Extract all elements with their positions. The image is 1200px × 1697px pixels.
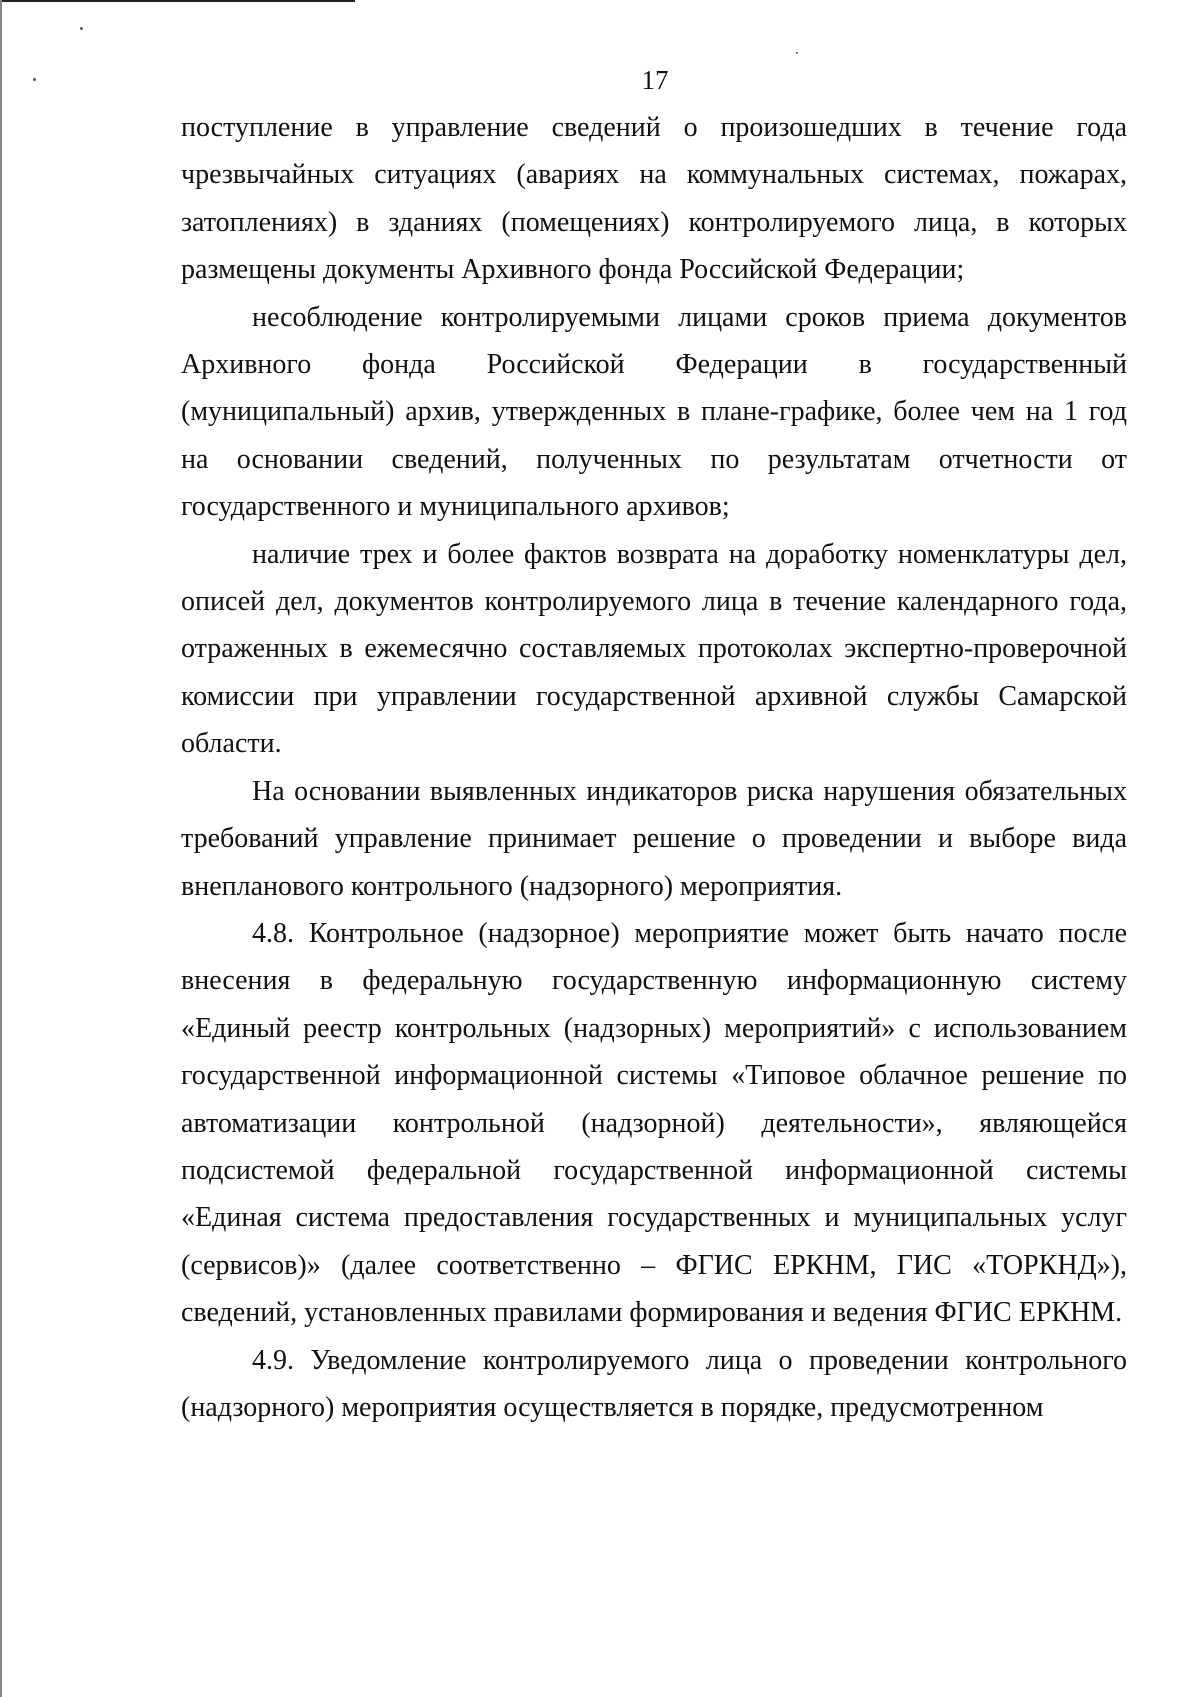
- paragraph: несоблюдение контролируемыми лицами сроков приема документов Архивного фонда Российской Федерации в государственный (муниципальный) архив, утвержденных в плане-графике, более чем на 1 год на основании сведений, полученных по результатам отчетности от государственного и муниципального архивов;: [181, 301, 1127, 523]
- document-body: [181, 104, 1127, 1431]
- paragraph-section-4-8: 4.8. Контрольное (надзорное) мероприятие может быть начато после внесения в федеральную государственную информационную систему «Единый реестр контрольных (надзорных) мероприятий» с использованием государственной информационной системы «Типовое облачное решение по автоматизации контрольной (надзорной) деятельности», являющейся подсистемой федеральной государственной информационной системы «Единая система предоставления государственных и муниципальных услуг (сервисов)» (далее соответственно – ФГИС ЕРКНМ, ГИС «ТОРКНД»), сведений, установленных правилами формирования и ведения ФГИС ЕРКНМ.: [181, 917, 1127, 1329]
- paragraph: наличие трех и более фактов возврата на доработку номенклатуры дел, описей дел, документов контролируемого лица в течение календарного года, отраженных в ежемесячно составляемых протоколах экспертно-проверочной комиссии при управлении государственной архивной службы Самарской области.: [181, 538, 1127, 760]
- paragraph-continuation: поступление в управление сведений о произошедших в течение года чрезвычайных ситуациях (авариях на коммунальных системах, пожарах, затоплениях) в зданиях (помещениях) контролируемого лица, в которых размещены документы Архивного фонда Российской Федерации;: [181, 112, 1127, 286]
- scan-top-border: [0, 0, 355, 2]
- scan-speck: [796, 52, 798, 54]
- paragraph: На основании выявленных индикаторов риска нарушения обязательных требований управление принимает решение о проведении и выборе вида внепланового контрольного (надзорного) мероприятия.: [181, 775, 1127, 902]
- scan-speck: [80, 27, 83, 30]
- page-number: 17: [641, 65, 669, 95]
- scan-left-border: [0, 0, 2, 1697]
- paragraph-section-4-9: 4.9. Уведомление контролируемого лица о проведении контрольного (надзорного) мероприятия осуществляется в порядке, предусмотренном: [181, 1344, 1127, 1423]
